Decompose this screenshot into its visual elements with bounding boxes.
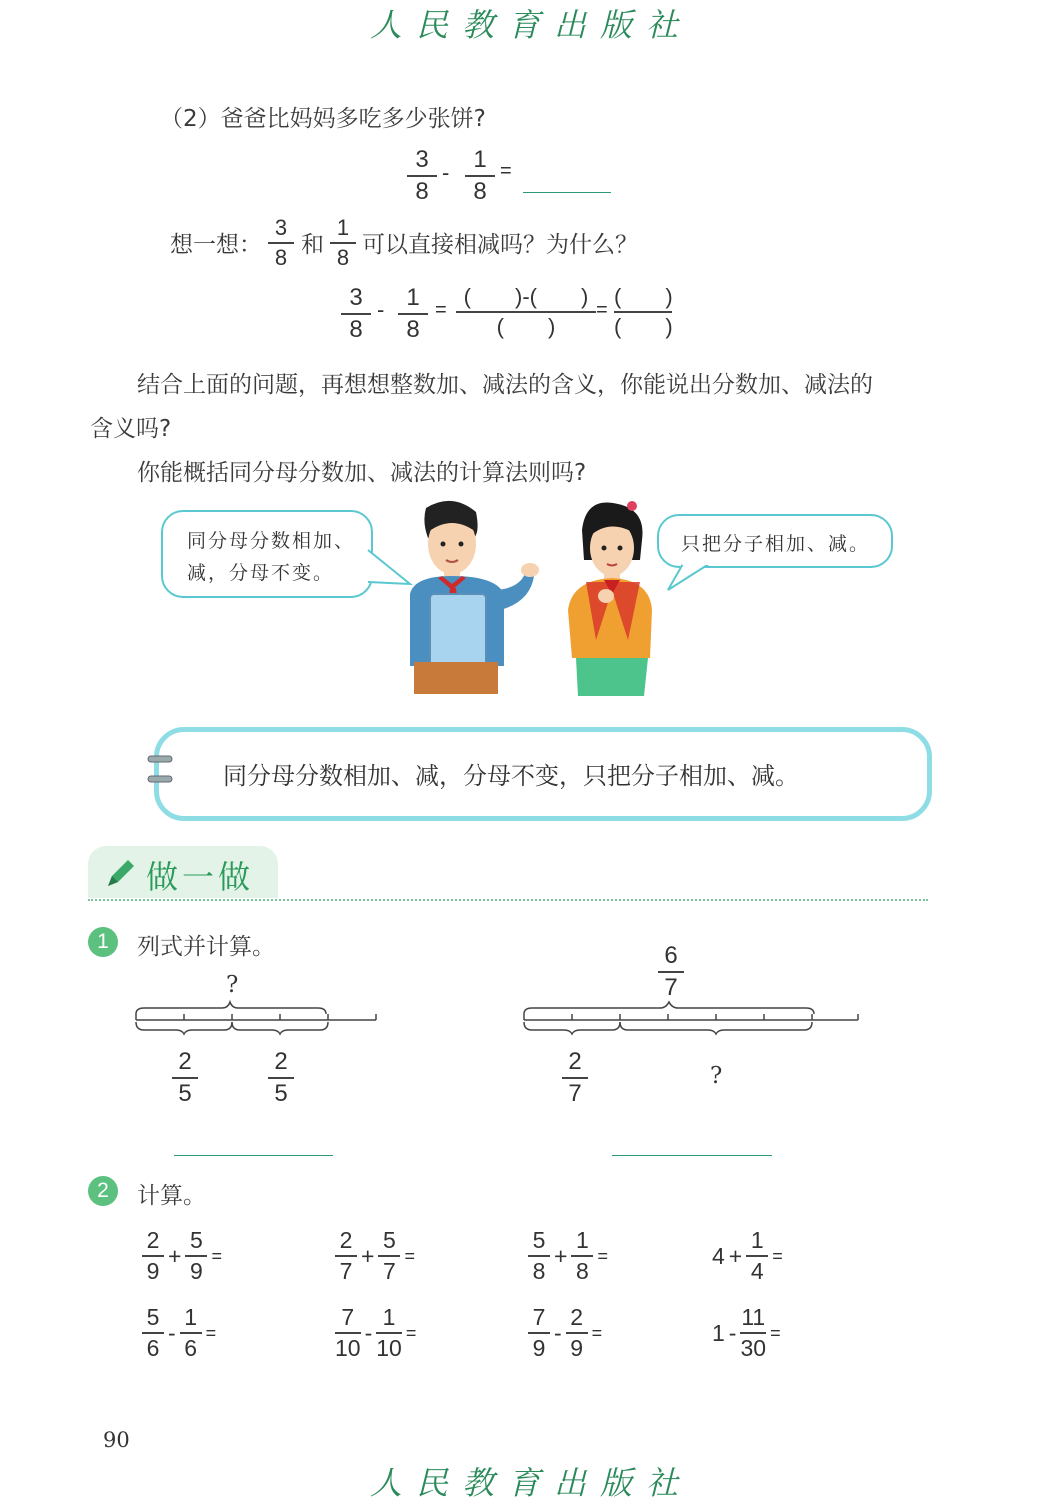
paragraph-rule-question: 你能概括同分母分数加、减法的计算法则吗? — [137, 460, 587, 486]
fraction-a — [528, 1306, 550, 1360]
publisher-header: 人民教育出版社 — [369, 6, 692, 44]
fraction-a — [142, 1229, 164, 1283]
think-fraction-1: 3 8 — [268, 217, 294, 269]
bubble-boy-line1: 同分母分数相加、 — [187, 530, 356, 552]
think-label: 想一想： — [170, 232, 262, 258]
derive-minus: - — [377, 297, 385, 322]
think-question: 可以直接相减吗？为什么？ — [362, 232, 638, 258]
equals-sign: = — [770, 1322, 781, 1343]
calc-problem-row1-2 — [528, 1228, 608, 1284]
fraction-bar — [376, 1332, 402, 1334]
fraction-bar — [378, 1255, 400, 1257]
page-number: 90 — [103, 1428, 130, 1452]
numerator: 1 — [382, 1304, 396, 1330]
section-tab — [88, 846, 278, 898]
fraction-a — [335, 1229, 357, 1283]
denominator: 9 — [190, 1258, 203, 1284]
think-fraction-2: 1 8 — [330, 217, 356, 269]
operator: - — [364, 1319, 373, 1346]
calc-problem-row1-1 — [335, 1228, 415, 1284]
bubble-girl-tail-icon — [664, 560, 724, 596]
fraction-b — [571, 1229, 593, 1283]
left-number-line — [130, 1000, 382, 1040]
operator: + — [728, 1242, 743, 1269]
operator: + — [361, 1242, 375, 1269]
numerator: 5 — [146, 1304, 160, 1330]
fraction-b — [376, 1306, 402, 1360]
denominator: 4 — [750, 1258, 764, 1284]
denominator: 10 — [335, 1335, 361, 1361]
derive-equals-1: = — [435, 299, 447, 321]
q2-fraction-2: 1 8 — [465, 148, 495, 204]
exercise-2-badge: 2 — [88, 1176, 118, 1206]
calc-problem-row2-0 — [142, 1305, 216, 1361]
numerator: 1 — [184, 1304, 198, 1330]
section-title: 做一做 — [146, 858, 255, 896]
fraction-bar — [180, 1332, 202, 1334]
fraction-bar — [335, 1255, 357, 1257]
calc-problem-row2-3 — [712, 1305, 781, 1361]
operator: + — [168, 1242, 182, 1269]
numerator: 2 — [146, 1227, 160, 1253]
binder-rings-icon — [140, 750, 180, 790]
section-divider — [88, 899, 928, 901]
fraction-b — [746, 1229, 768, 1283]
left-fraction-a: 2 5 — [172, 1050, 198, 1106]
equals-sign: = — [597, 1245, 608, 1266]
q2-equals: = — [500, 160, 512, 182]
numerator: 2 — [339, 1227, 353, 1253]
think-and: 和 — [301, 232, 324, 258]
fraction-bar — [142, 1332, 164, 1334]
operator: - — [728, 1319, 737, 1346]
denominator: 10 — [376, 1335, 402, 1361]
denominator: 8 — [532, 1258, 546, 1284]
derive-equals-2: = — [596, 299, 608, 321]
rule-text: 同分母分数相加、减，分母不变，只把分子相加、减。 — [223, 762, 799, 790]
fraction-a — [528, 1229, 550, 1283]
equals-sign: = — [205, 1322, 217, 1343]
fraction-bar — [528, 1255, 550, 1257]
whole-number: 1 — [712, 1319, 725, 1346]
right-number-line — [518, 1000, 864, 1040]
right-answer-blank[interactable] — [612, 1155, 772, 1156]
calc-problem-row1-0 — [142, 1228, 222, 1284]
fraction-b — [180, 1306, 202, 1360]
equals-sign: = — [772, 1245, 783, 1266]
fraction-bar — [528, 1332, 550, 1334]
denominator: 8 — [576, 1258, 589, 1284]
whole-number: 4 — [712, 1242, 725, 1269]
boy-illustration — [404, 498, 544, 694]
denominator: 9 — [532, 1335, 546, 1361]
exercise-1-title: 列式并计算。 — [137, 934, 275, 960]
calc-problem-row2-1 — [335, 1305, 416, 1361]
fraction-a — [335, 1306, 361, 1360]
denominator: 7 — [339, 1258, 353, 1284]
left-diagram-question: ? — [226, 972, 239, 998]
calc-problem-row1-3 — [712, 1228, 783, 1284]
numerator: 5 — [190, 1227, 203, 1253]
bubble-girl-text: 只把分子相加、减。 — [681, 533, 871, 555]
equals-sign: = — [211, 1245, 222, 1266]
right-total-fraction: 6 7 — [658, 944, 684, 1000]
publisher-footer: 人民教育出版社 — [369, 1464, 692, 1502]
right-fraction-a: 2 7 — [562, 1050, 588, 1106]
fraction-bar — [185, 1255, 207, 1257]
numerator: 7 — [532, 1304, 546, 1330]
fraction-a — [142, 1306, 164, 1360]
numerator: 1 — [750, 1227, 764, 1253]
equals-sign: = — [404, 1245, 415, 1266]
operator: - — [554, 1319, 562, 1346]
derive-fraction-1: 3 8 — [341, 286, 371, 342]
q2-answer-blank[interactable] — [523, 192, 611, 193]
derive-fraction-2: 1 8 — [398, 286, 428, 342]
fraction-b — [185, 1229, 207, 1283]
denominator: 9 — [570, 1335, 584, 1361]
fraction-bar — [566, 1332, 588, 1334]
numerator: 1 — [576, 1227, 589, 1253]
question-2-text: （2）爸爸比妈妈多吃多少张饼? — [160, 106, 486, 132]
denominator: 7 — [383, 1258, 396, 1284]
fraction-bar — [740, 1332, 766, 1334]
left-answer-blank[interactable] — [174, 1155, 333, 1156]
equals-sign: = — [405, 1322, 417, 1343]
pencil-icon — [104, 856, 138, 890]
numerator: 5 — [383, 1227, 396, 1253]
bubble-boy-line2: 减，分母不变。 — [187, 562, 335, 584]
numerator: 2 — [570, 1304, 584, 1330]
paragraph-meaning-line2: 含义吗? — [90, 416, 172, 442]
fraction-b — [740, 1306, 766, 1360]
exercise-2-title: 计算。 — [137, 1183, 206, 1209]
speech-bubble-boy — [161, 510, 373, 598]
denominator: 30 — [740, 1335, 767, 1361]
numerator: 5 — [532, 1227, 546, 1253]
equals-sign: = — [591, 1322, 603, 1343]
exercise-1-badge: 1 — [88, 927, 118, 957]
fraction-b — [566, 1306, 588, 1360]
fraction-bar — [335, 1332, 361, 1334]
operator: - — [168, 1319, 176, 1346]
q2-minus: - — [442, 160, 450, 185]
numerator: 7 — [341, 1304, 355, 1330]
girl-illustration — [566, 500, 666, 696]
derive-fraction-blank-result[interactable]: ( ) ( ) — [614, 284, 673, 339]
fraction-bar — [571, 1255, 593, 1257]
derive-fraction-blank-mid[interactable]: ( )-( ) ( ) — [456, 286, 596, 338]
calc-problem-row2-2 — [528, 1305, 602, 1361]
denominator: 9 — [146, 1258, 160, 1284]
fraction-bar — [142, 1255, 164, 1257]
paragraph-meaning-line1: 结合上面的问题，再想想整数加、减法的含义，你能说出分数加、减法的 — [137, 372, 873, 398]
left-fraction-b: 2 5 — [268, 1050, 294, 1106]
rule-box — [154, 727, 932, 821]
denominator: 6 — [184, 1335, 198, 1361]
denominator: 6 — [146, 1335, 160, 1361]
fraction-b — [378, 1229, 400, 1283]
q2-fraction-1: 3 8 — [407, 148, 437, 204]
operator: + — [554, 1242, 568, 1269]
fraction-bar — [746, 1255, 768, 1257]
right-diagram-question: ? — [710, 1063, 723, 1089]
numerator: 11 — [741, 1304, 766, 1330]
